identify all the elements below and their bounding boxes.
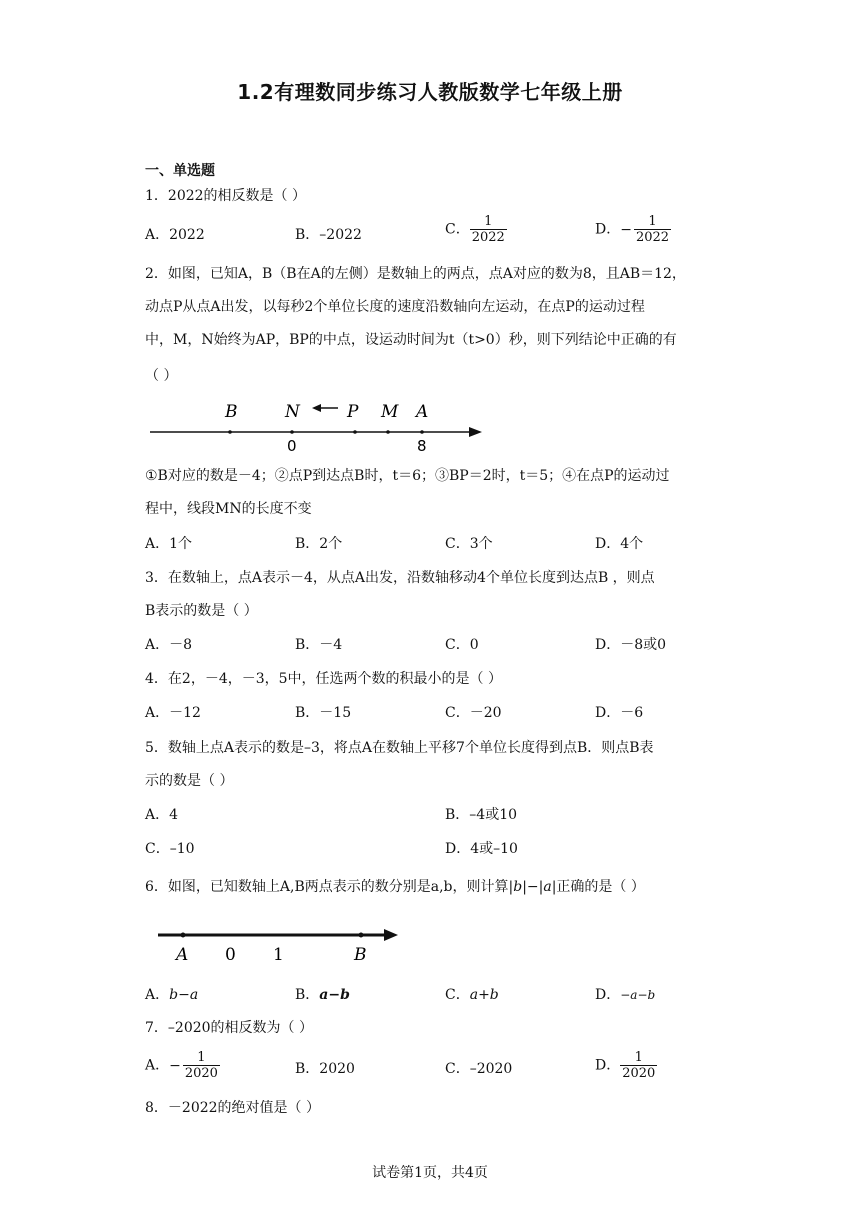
- page-title: 1.2有理数同步练习人教版数学七年级上册: [237, 80, 623, 104]
- q7-option-d-label: D．: [595, 1057, 621, 1074]
- q7-option-b: B．2020: [295, 1061, 355, 1077]
- q7-stem: 7．–2020的相反数为（ ）: [145, 1020, 313, 1036]
- q6-option-b: B．a−b: [295, 987, 350, 1003]
- q2-option-a: A．1个: [145, 536, 193, 552]
- q3-option-a: A．－8: [145, 637, 193, 653]
- q6-stem-expression: |b|−|a|: [508, 879, 557, 895]
- q2-tick-zero: 0: [287, 437, 297, 455]
- q5-option-b: B．–4或10: [445, 807, 518, 823]
- q7-option-d-fraction: $\frac{1}{2020}$: [622, 1050, 656, 1081]
- q5-option-d: D．4或–10: [445, 841, 518, 857]
- q1-option-d-fraction: $\frac{1}{2022}$: [635, 214, 670, 245]
- q8-stem: 8．－2022的绝对值是（ ）: [145, 1100, 320, 1116]
- q7-option-a-label: A．: [145, 1057, 170, 1074]
- q2-line-4: （ ）: [145, 368, 178, 384]
- q6-option-a: A．b−a: [145, 987, 199, 1003]
- q6-label-b: B: [354, 945, 367, 965]
- q6-option-d-expression: −a−b: [620, 988, 656, 1002]
- q2-line-1: 2．如图，已知A，B（B在A的左侧）是数轴上的两点，点A对应的数为8，且AB＝12，: [145, 266, 686, 282]
- q7-option-c: C．–2020: [445, 1061, 513, 1077]
- q5-option-c: C．–10: [145, 841, 195, 857]
- page-footer: 试卷第1页，共4页: [372, 1165, 488, 1181]
- q5-option-a: A．4: [145, 807, 179, 823]
- q6-stem: [145, 877, 645, 897]
- q1-stem: 1．2022的相反数是（ ）: [145, 188, 306, 204]
- q4-option-a: A．－12: [145, 705, 201, 721]
- q2-label-a: A: [416, 402, 429, 422]
- q3-line-1: 3．在数轴上，点A表示－4，从点A出发，沿数轴移动4个单位长度到达点B ，则点: [145, 570, 655, 586]
- q1-option-c: [445, 214, 507, 245]
- q2-statements-line-1: ①B对应的数是－4；②点P到达点B时，t＝6；③BP＝2时，t＝5；④在点P的运动过: [145, 468, 670, 484]
- q6-option-c-expression: a+b: [469, 987, 499, 1003]
- section-heading: 一、单选题: [145, 163, 215, 179]
- q2-option-b: B．2个: [295, 536, 343, 552]
- q6-option-a-expression: b−a: [169, 987, 199, 1003]
- q2-label-p: P: [347, 402, 359, 422]
- q4-option-b: B．－15: [295, 705, 352, 721]
- q2-label-m: M: [381, 402, 399, 422]
- q2-number-line-figure: [145, 395, 490, 460]
- q3-option-d: D．－8或0: [595, 637, 667, 653]
- q1-option-d: D．− $\frac{1}{2022}$: [595, 214, 670, 245]
- q2-point-m: [386, 430, 390, 434]
- q3-line-2: B表示的数是（ ）: [145, 603, 258, 619]
- q6-option-c: C．a+b: [445, 987, 499, 1003]
- q2-point-p: [353, 430, 357, 434]
- q6-tick-one: 1: [273, 945, 284, 965]
- q2-line-2: 动点P从点A出发，以每秒2个单位长度的速度沿数轴向左运动，在点P的运动过程: [145, 299, 645, 315]
- q7-option-a-fraction: $\frac{1}{2020}$: [184, 1050, 218, 1081]
- q5-line-2: 示的数是（ ）: [145, 773, 234, 789]
- q6-point-b: [359, 933, 364, 938]
- q6-tick-zero: 0: [225, 945, 236, 965]
- q2-motion-arrowhead: [312, 404, 321, 412]
- q6-stem-suffix: 正确的是（ ）: [556, 879, 645, 895]
- q2-label-n: N: [285, 402, 300, 422]
- q6-axis-arrowhead: [384, 929, 398, 941]
- q2-label-b: B: [225, 402, 238, 422]
- q7-option-d: [595, 1050, 657, 1081]
- q2-point-n: [290, 430, 294, 434]
- q2-tick-eight: 8: [417, 437, 427, 455]
- q6-label-a: A: [176, 945, 189, 965]
- q1-option-c-fraction: $\frac{1}{2022}$: [471, 214, 505, 245]
- q1-option-a: A．2022: [145, 227, 205, 243]
- q1-option-b: B．–2022: [295, 227, 362, 243]
- q2-option-c: C．3个: [445, 536, 493, 552]
- q6-number-line-figure: [150, 920, 410, 968]
- q1-option-c-label: C．: [445, 221, 470, 238]
- q2-statements-line-2: 程中，线段MN的长度不变: [145, 501, 312, 517]
- q2-axis-arrowhead: [469, 427, 482, 437]
- q3-option-c: C．0: [445, 637, 479, 653]
- q2-point-a: [420, 430, 424, 434]
- q4-option-d: D．－6: [595, 705, 644, 721]
- q6-option-d: D．−a−b: [595, 987, 656, 1003]
- q2-option-d: D．4个: [595, 536, 644, 552]
- q1-option-d-label: D．: [595, 221, 621, 238]
- q4-option-c: C．－20: [445, 705, 502, 721]
- q4-stem: 4．在2，－4，－3，5中，任选两个数的积最小的是（ ）: [145, 671, 502, 687]
- q2-point-b: [228, 430, 232, 434]
- q6-point-a: [181, 933, 186, 938]
- q7-option-a: A．− $\frac{1}{2020}$: [145, 1050, 218, 1081]
- q2-line-3: 中，M，N始终为AP，BP的中点，设运动时间为t（t>0）秒，则下列结论中正确的有: [145, 332, 677, 348]
- q6-option-b-expression: a−b: [319, 987, 350, 1003]
- q5-line-1: 5．数轴上点A表示的数是–3，将点A在数轴上平移7个单位长度得到点B．则点B表: [145, 740, 654, 756]
- q3-option-b: B．－4: [295, 637, 343, 653]
- q6-stem-text: 6．如图，已知数轴上A,B两点表示的数分别是a,b，则计算: [145, 879, 509, 895]
